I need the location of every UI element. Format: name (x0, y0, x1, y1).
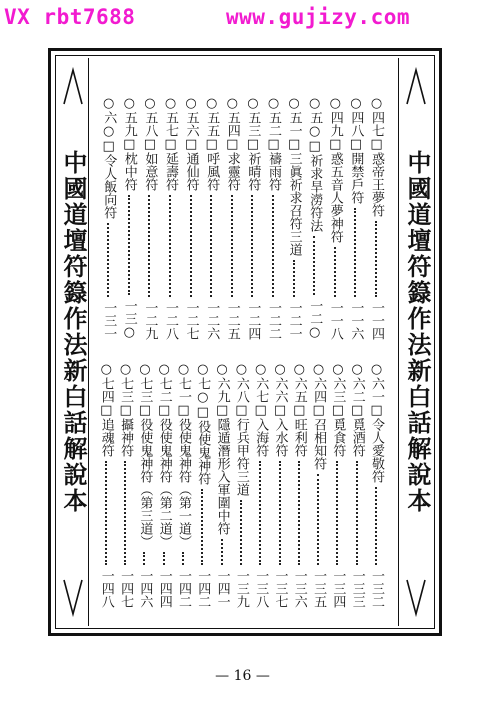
toc-leader-dots (105, 461, 107, 565)
toc-entry (231, 362, 251, 608)
toc-entry-title: ○五三□祈晴符 (245, 96, 261, 191)
toc-entry-page: 一三八 (253, 569, 269, 608)
toc-leader-dots (210, 195, 212, 297)
toc-leader-dots (375, 487, 377, 565)
toc-entry (284, 96, 304, 340)
watermark-wechat: VX rbt7688 (4, 5, 136, 29)
toc-leader-dots (356, 461, 358, 565)
toc-entry-title: ○四九□惑五音人夢神符 (327, 96, 343, 243)
toc-leader-dots (298, 461, 300, 565)
toc-entry-page: 一二一 (286, 301, 302, 340)
toc-entry (347, 362, 367, 608)
toc-leader-dots (279, 461, 281, 565)
toc-leader-dots (336, 461, 338, 565)
toc-entry (192, 362, 212, 608)
toc-entry-title: ○五一□三眞祈求召符三道 (286, 96, 302, 256)
toc-entry-title: ○五七□延壽符 (163, 96, 178, 191)
toc-entry (134, 362, 154, 608)
toc-entry-title: ○四七□惑帝王夢符 (369, 96, 384, 217)
toc-entry-title: ○六○□令人飯向符 (101, 96, 117, 219)
toc-entry (160, 96, 180, 340)
toc-entry-title: ○四八□開禁戶符 (348, 96, 364, 204)
toc-entry (304, 96, 324, 340)
toc-entry (250, 362, 270, 608)
toc-entry-page: 一四一 (214, 569, 230, 608)
toc-entry (270, 362, 290, 608)
toc-entry-title: ○五五□呼風符 (204, 96, 220, 191)
toc-entry-page: 一三五 (311, 569, 327, 608)
toc-entry-page: 一四七 (118, 569, 134, 608)
toc-entry-title: ○七二□役使鬼神符（第二道） (156, 362, 172, 548)
toc-entry (242, 96, 262, 340)
toc-entry-page: 一一四 (369, 301, 384, 340)
toc-leader-dots (259, 461, 261, 565)
toc-entry-title: ○七三□役使鬼神符（第三道） (137, 362, 153, 548)
toc-entry-page: 一三七 (272, 569, 288, 608)
toc-entry-page: 一二七 (183, 301, 199, 340)
toc-leader-dots (143, 552, 145, 565)
toc-leader-dots (128, 195, 130, 295)
toc-entry (222, 96, 242, 340)
toc-entry (115, 362, 135, 608)
book-title-right: 中國道壇符籙作法新白話解說本 (403, 150, 431, 514)
toc-entry-page: 一二九 (142, 301, 158, 340)
toc-leader-dots (272, 195, 274, 297)
toc-entry-title: ○七三□攝神符 (118, 362, 134, 457)
toc-entry-title: ○七一□役使鬼神符（第一道） (176, 362, 191, 548)
toc-leader-dots (251, 195, 253, 297)
toc-entry-title: ○六九□隱遁潛形入軍圍中符 (214, 362, 230, 535)
toc-leader-dots (354, 208, 356, 297)
toc-entry-page: 一二五 (224, 301, 240, 340)
toc-entry (308, 362, 328, 608)
toc-entry (154, 362, 174, 608)
toc-entry-page: 一一八 (327, 301, 343, 340)
toc-entry-page: 一三三 (349, 569, 365, 608)
watermark-website: www.gujizy.com (226, 5, 411, 29)
toc-entry-page: 一四二 (176, 569, 191, 608)
toc-entry-page: 一一六 (348, 301, 364, 340)
toc-entry-page: 一四四 (156, 569, 172, 608)
toc-leader-dots (182, 552, 184, 565)
toc-entry (119, 96, 139, 340)
toc-entry-title: ○五四□求靈符 (224, 96, 240, 191)
toc-leader-dots (169, 195, 171, 297)
toc-entry-page: 一二八 (163, 301, 178, 340)
toc-entry-title: ○六六□入水符 (272, 362, 288, 457)
toc-leader-dots (231, 195, 233, 297)
page-number: — 16 — (215, 668, 270, 684)
toc-entry-page: 一四八 (98, 569, 114, 608)
toc-entry-page: 一二二 (266, 301, 281, 340)
toc-entry (173, 362, 193, 608)
toc-entry-title: ○五八□如意符 (142, 96, 158, 191)
toc-entry-page: 一二○ (307, 299, 323, 340)
toc-leader-dots (240, 500, 242, 565)
toc-leader-dots (313, 236, 315, 295)
toc-entry-title: ○五二□禱雨符 (266, 96, 281, 191)
toc-entry (366, 96, 386, 340)
toc-entry (212, 362, 232, 608)
toc-entry (366, 362, 386, 608)
toc-entry-title: ○六七□入海符 (253, 362, 269, 457)
toc-entry-title: ○六四□召相知符 (311, 362, 327, 470)
toc-leader-dots (334, 247, 336, 297)
toc-entry-page: 一三二 (369, 569, 384, 608)
toc-entry-title: ○五六□通仙符 (183, 96, 199, 191)
toc-entry (263, 96, 283, 340)
toc-entry (96, 362, 116, 608)
toc-leader-dots (221, 539, 223, 565)
toc-entry (345, 96, 365, 340)
toc-entry (327, 362, 347, 608)
toc-entry (98, 96, 118, 340)
toc-leader-dots (190, 195, 192, 297)
toc-entry-page: 一三一 (101, 301, 117, 340)
toc-entry (325, 96, 345, 340)
toc-entry-title: ○六二□覓酒符 (349, 362, 365, 457)
toc-leader-dots (375, 221, 377, 297)
toc-entry-title: ○六五□旺利符 (291, 362, 307, 457)
toc-entry (289, 362, 309, 608)
book-title-left: 中國道壇符籙作法新白話解說本 (59, 150, 87, 514)
toc-entry-page: 一三九 (233, 569, 249, 608)
toc-entry-page: 一四二 (195, 569, 211, 608)
toc-entry-title: ○七○□役使鬼神符 (195, 362, 211, 485)
toc-entry-page: 一三六 (291, 569, 307, 608)
toc-entry (201, 96, 221, 340)
toc-leader-dots (148, 195, 150, 297)
toc-leader-dots (107, 223, 109, 297)
toc-entry-title: ○七四□追魂符 (98, 362, 114, 457)
toc-leader-dots (293, 260, 295, 297)
toc-entry-title: ○六一□令人愛敬符 (369, 362, 384, 483)
toc-leader-dots (163, 552, 165, 565)
toc-leader-dots (201, 489, 203, 565)
toc-entry (181, 96, 201, 340)
toc-leader-dots (124, 461, 126, 565)
toc-entry-page: 一二四 (245, 301, 261, 340)
toc-entry-page: 一四六 (137, 569, 153, 608)
toc-entry-title: ○六三□覓食符 (330, 362, 346, 457)
toc-entry (139, 96, 159, 340)
toc-entry-title: ○五○□祈求旱澇符法 (307, 96, 323, 232)
toc-entry-title: ○六八□行兵甲符三道 (233, 362, 249, 496)
toc-entry-title: ○五九□枕中符 (121, 96, 137, 191)
toc-entry-page: 一二六 (204, 301, 220, 340)
toc-leader-dots (317, 474, 319, 565)
toc-entry-page: 一三四 (330, 569, 346, 608)
toc-entry-page: 一三○ (121, 299, 137, 340)
